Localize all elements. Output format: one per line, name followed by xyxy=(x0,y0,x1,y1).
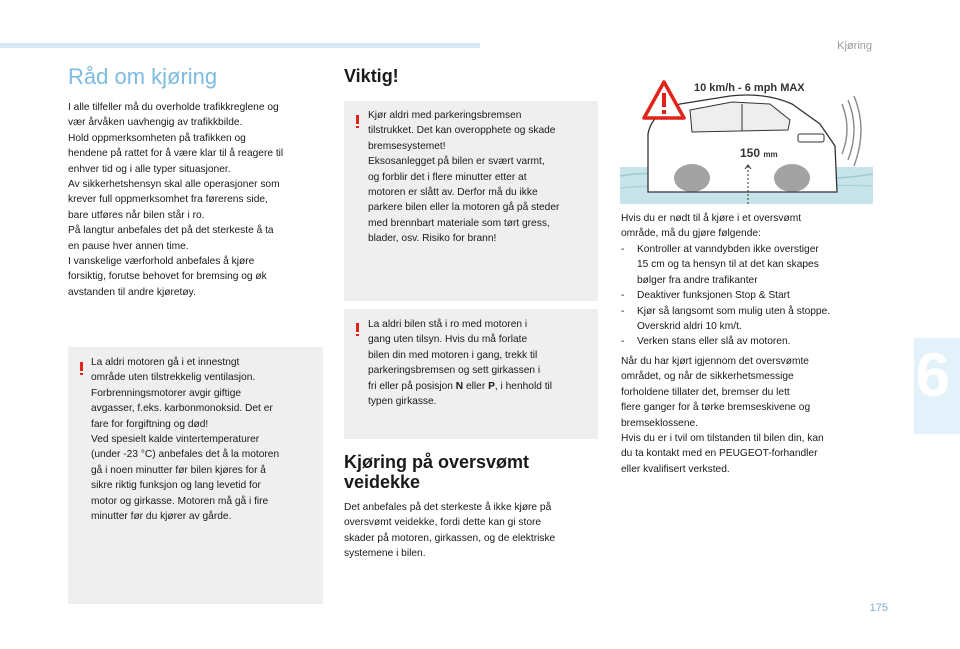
after-flooding-text: Når du har kjørt igjennom det oversvømte området, og når de sikkerhetsmessige forholdene tillater det, bremser du lett flere ganger for å tørke bremseskivene og bremseklossene. Hvis du er i tvil om tilstanden til bilen din, kan du ta kontakt med en PEUGEOT-forhandler eller kvalifisert verksted. xyxy=(621,356,824,475)
page-title: Råd om kjøring xyxy=(68,64,218,89)
speed-limit-label: 10 km/h - 6 mph MAX xyxy=(694,82,805,94)
warning-triangle-icon xyxy=(642,80,686,120)
warning-unattended-text: La aldri bilen stå i ro med motoren i gang uten tilsyn. Hvis du må forlate bilen din med motoren i gang, trekk til parkeringsbremsen og sett girkassen i fri eller på posisjon N eller P, i henhold til typen girkasse. xyxy=(368,319,553,408)
page-number: 175 xyxy=(869,602,888,614)
chapter-number: 6 xyxy=(915,341,950,410)
header-rule xyxy=(0,43,480,48)
water-depth-label: 150 mm xyxy=(740,146,778,160)
list-item: - Verken stans eller slå av motoren. xyxy=(621,336,791,348)
flooded-intro-text: Hvis du er nødt til å kjøre i et oversvømt område, må du gjøre følgende: xyxy=(621,213,802,240)
important-heading: Viktig! xyxy=(344,66,399,86)
warning-parking-brake-text: Kjør aldri med parkeringsbremsen tilstrukket. Det kan overopphete og skade bremsesystemet! Eksosanlegget på bilen er svært varmt, og forblir det i flere minutter etter at motoren er slått av. Derfor må du ikke parkere bilen eller la motoren gå på steder med brennbart materiale som tørt gress, blader, osv. Risiko for brann! xyxy=(368,110,560,245)
warning-icon xyxy=(355,115,359,128)
warning-ventilation-text: La aldri motoren gå i et innestngt område uten tilstrekkelig ventilasjon. Forbrenningsmotorer avgir giftige avgasser, f.eks. karbonmonoksid. Det er fare for forgiftning og død! Ved spesielt kalde vintertemperaturer (under -23 °C) anbefales det å la motoren gå i noen minutter før bilen kjøres for å sikre riktig funksjon og lang levetid for motor og girkasse. Motoren må gå i fire minutter før du kjører av gårde. xyxy=(91,357,280,523)
warning-icon xyxy=(355,323,359,336)
flooded-road-text: Det anbefales på det sterkeste å ikke kjøre på oversvømt veidekke, fordi dette kan gi store skader på motoren, girkassen, og de elektriske systemene i bilen. xyxy=(344,502,556,560)
flooded-steps-list xyxy=(621,242,830,350)
driving-advice-text: I alle tilfeller må du overholde trafikkreglene og vær årvåken uavhengig av trafikkbilde. Hold oppmerksomheten på trafikken og hendene på rattet for å være klar til å reagere til enhver tid og i alle typer situasjoner. Av sikkerhetshensyn skal alle operasjoner som krever full oppmerksomhet fra førerens side, bare utføres når bilen står i ro. På langtur anbefales det på det sterkeste å ta en pause hver annen time. I vanskelige værforhold anbefales å kjøre forsiktig, forutse behovet for bremsing og øk avstanden til andre kjøretøy. xyxy=(68,102,284,298)
list-item: - Kontroller at vanndybden ikke overstiger 15 cm og ta hensyn til at det kan skapes bølger fra andre trafikanter xyxy=(621,244,819,286)
list-item: - Kjør så langsomt som mulig uten å stoppe. Overskrid aldri 10 km/t. xyxy=(621,305,831,333)
list-item: - Deaktiver funksjonen Stop & Start xyxy=(621,290,790,302)
flooded-road-heading: Kjøring på oversvømt veidekke xyxy=(344,452,530,492)
section-header: Kjøring xyxy=(837,40,872,52)
flooded-road-figure xyxy=(620,74,873,204)
warning-icon xyxy=(79,362,83,375)
